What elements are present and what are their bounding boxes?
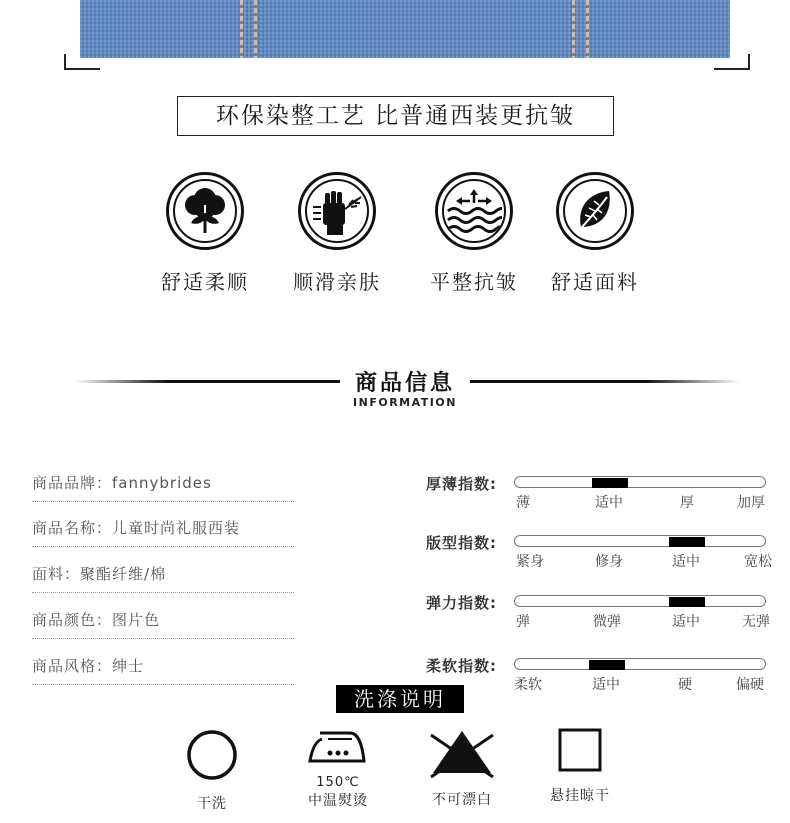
wash-caption: 不可漂白 xyxy=(432,792,492,808)
index-bar xyxy=(514,476,766,488)
wash-item xyxy=(424,727,500,809)
info-key: 商品风格： xyxy=(32,657,113,675)
info-value: 绅士 xyxy=(112,657,145,675)
feature-label: 平整抗皱 xyxy=(430,270,518,294)
wash-caption: 干洗 xyxy=(197,796,227,812)
info-row-color xyxy=(32,609,294,639)
feature-item xyxy=(419,172,529,295)
index-marker xyxy=(592,478,628,488)
divider-left xyxy=(74,380,340,383)
feature-label: 舒适柔顺 xyxy=(161,270,249,294)
info-row-name xyxy=(32,517,294,547)
info-key: 面料： xyxy=(32,565,81,583)
corner-bracket-right xyxy=(714,54,750,70)
wash-caption: 悬挂晾干 xyxy=(550,788,610,804)
index-tick: 无弹 xyxy=(742,614,770,630)
headline-banner: 环保染整工艺 比普通西装更抗皱 xyxy=(177,96,614,136)
wash-caption: 150℃ xyxy=(316,775,360,790)
iron-icon xyxy=(306,727,370,771)
fabric-swatch-image xyxy=(80,0,730,58)
leaf-icon xyxy=(556,172,634,250)
wash-item xyxy=(180,727,244,813)
index-tick: 厚 xyxy=(680,495,694,511)
index-elasticity xyxy=(426,595,776,635)
index-tick: 适中 xyxy=(595,495,623,511)
washing-title: 洗涤说明 xyxy=(336,685,464,713)
index-name: 版型指数: xyxy=(426,534,497,552)
wash-caption: 中温熨烫 xyxy=(308,793,368,809)
index-tick: 适中 xyxy=(672,554,700,570)
info-key: 商品名称： xyxy=(32,519,113,537)
index-marker xyxy=(669,597,705,607)
index-tick: 柔软 xyxy=(514,677,542,693)
info-value: 聚酯纤维/棉 xyxy=(80,565,167,583)
index-bar xyxy=(514,595,766,607)
section-title: 商品信息 xyxy=(354,371,455,396)
index-tick: 硬 xyxy=(678,677,692,693)
info-row-brand xyxy=(32,472,294,502)
wave-arrows-icon xyxy=(435,172,513,250)
index-marker xyxy=(589,660,625,670)
index-tick: 薄 xyxy=(516,495,530,511)
index-tick: 修身 xyxy=(595,554,623,570)
index-thickness xyxy=(426,476,776,516)
feature-item xyxy=(540,172,650,295)
index-tick: 加厚 xyxy=(737,495,765,511)
index-bar xyxy=(514,658,766,670)
index-tick: 宽松 xyxy=(744,554,772,570)
index-marker xyxy=(669,537,705,547)
info-key: 商品颜色： xyxy=(32,611,113,629)
info-key: 商品品牌： xyxy=(32,474,113,492)
line-dry-icon xyxy=(557,727,603,773)
index-name: 弹力指数: xyxy=(426,594,497,612)
section-subtitle: INFORMATION xyxy=(353,396,457,409)
no-bleach-icon xyxy=(427,727,497,779)
info-row-style xyxy=(32,655,294,685)
feature-label: 顺滑亲肤 xyxy=(293,270,381,294)
corner-bracket-left xyxy=(64,54,100,70)
cotton-flower-icon xyxy=(166,172,244,250)
index-tick: 偏硬 xyxy=(736,677,764,693)
index-fit xyxy=(426,535,776,575)
feature-label: 舒适面料 xyxy=(551,270,639,294)
wash-item xyxy=(548,727,612,805)
index-tick: 紧身 xyxy=(516,554,544,570)
dry-clean-icon xyxy=(184,727,240,783)
divider-right xyxy=(470,380,740,383)
info-value: 儿童时尚礼服西装 xyxy=(112,519,241,537)
feature-item xyxy=(282,172,392,295)
info-value: 图片色 xyxy=(112,611,161,629)
info-value: fannybrides xyxy=(112,474,212,492)
wash-item xyxy=(300,727,376,810)
index-name: 柔软指数: xyxy=(426,657,497,675)
index-tick: 适中 xyxy=(592,677,620,693)
index-tick: 适中 xyxy=(672,614,700,630)
index-tick: 微弹 xyxy=(593,614,621,630)
index-bar xyxy=(514,535,766,547)
info-row-material xyxy=(32,563,294,593)
index-tick: 弹 xyxy=(516,614,530,630)
feature-item xyxy=(150,172,260,295)
index-name: 厚薄指数: xyxy=(426,475,497,493)
index-softness xyxy=(426,658,776,698)
raised-fist-icon xyxy=(298,172,376,250)
